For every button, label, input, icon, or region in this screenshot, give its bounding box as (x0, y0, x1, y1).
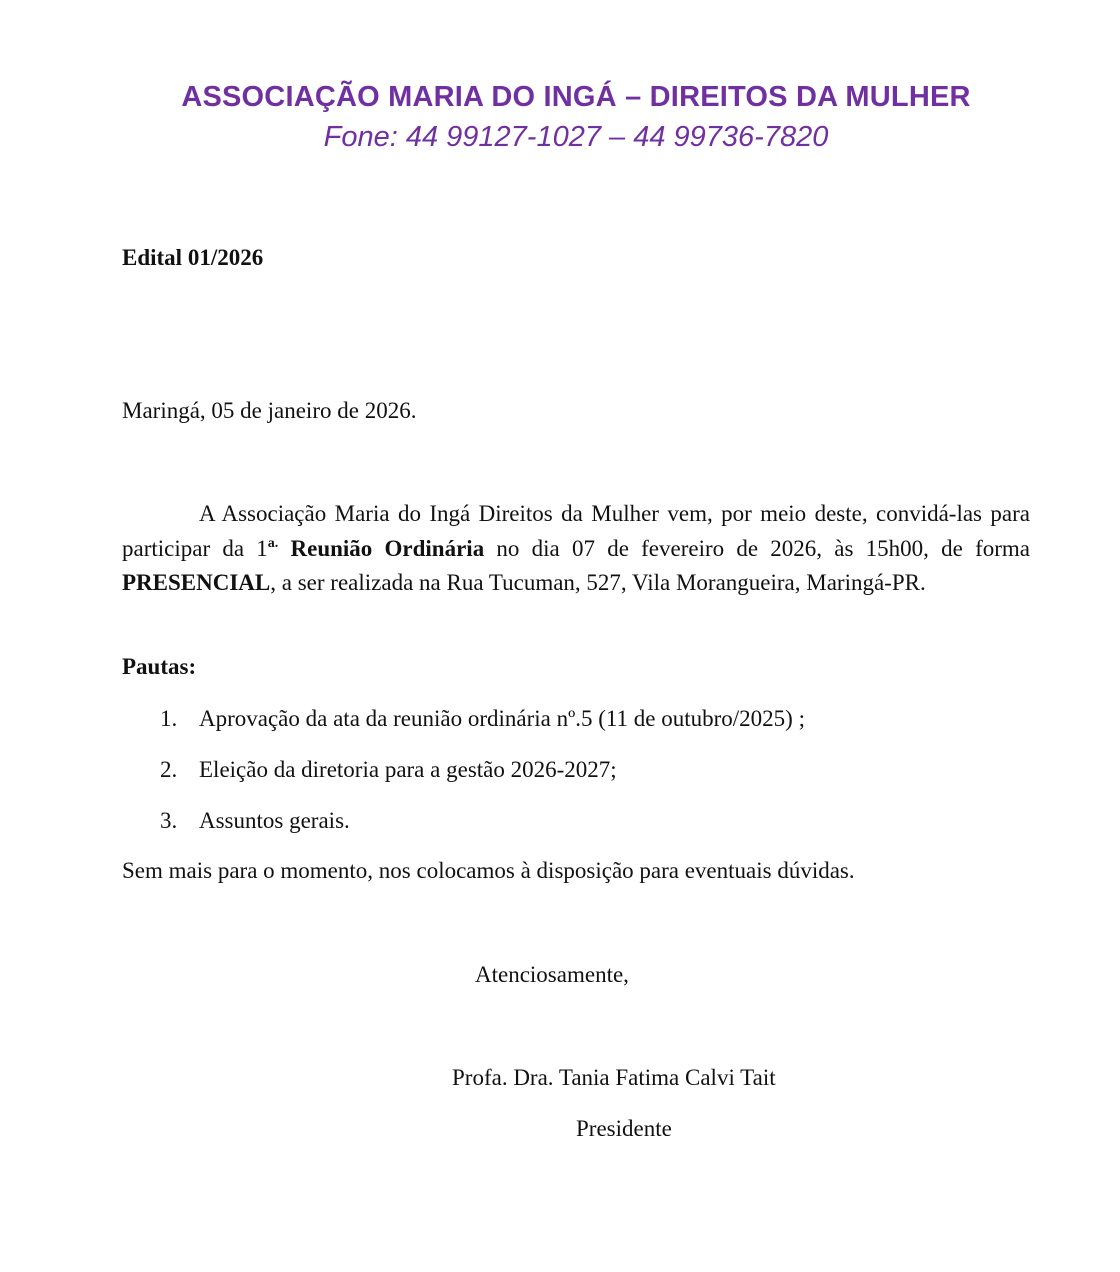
organization-phone: Fone: 44 99127-1027 – 44 99736-7820 (323, 121, 829, 153)
organization-name: ASSOCIAÇÃO MARIA DO INGÁ – DIREITOS DA MULHER (181, 81, 971, 113)
agenda-item-text: Assuntos gerais. (199, 808, 350, 833)
ordinal-superscript: a. (267, 535, 279, 551)
paragraph-text-1: A Associação Maria do Ingá Direitos da Mulher vem, por meio deste, convidá-las para participar da 1 (122, 501, 1030, 561)
letterhead (0, 78, 1120, 158)
agenda-item (160, 755, 617, 785)
closing-sentence: Sem mais para o momento, nos colocamos à disposição para eventuais dúvidas. (122, 858, 855, 883)
agenda-item (160, 704, 805, 734)
agenda-item-text: Aprovação da ata da reunião ordinária nº.5 (11 de outubro/2025) ; (199, 706, 805, 731)
meeting-mode: PRESENCIAL (122, 570, 271, 595)
paragraph-text-2: no dia 07 de fevereiro de 2026, às 15h00, de forma (484, 535, 1030, 561)
agenda-item-number: 3. (160, 808, 178, 833)
agenda-item-text: Eleição da diretoria para a gestão 2026-2027; (199, 757, 617, 782)
agenda-item-number: 1. (160, 706, 178, 731)
agenda-item (160, 806, 350, 836)
paragraph-text-3: , a ser realizada na Rua Tucuman, 527, Vila Morangueira, Maringá-PR. (270, 570, 926, 595)
agenda-item-number: 2. (160, 757, 178, 782)
invitation-paragraph (122, 497, 1030, 601)
meeting-type: Reunião Ordinária (278, 535, 485, 561)
signer-role: Presidente (576, 1116, 672, 1141)
edital-number: Edital 01/2026 (122, 245, 264, 270)
regards: Atenciosamente, (475, 962, 629, 987)
date-line: Maringá, 05 de janeiro de 2026. (122, 398, 417, 423)
agenda-heading: Pautas: (122, 654, 197, 679)
signer-name: Profa. Dra. Tania Fatima Calvi Tait (452, 1065, 776, 1090)
